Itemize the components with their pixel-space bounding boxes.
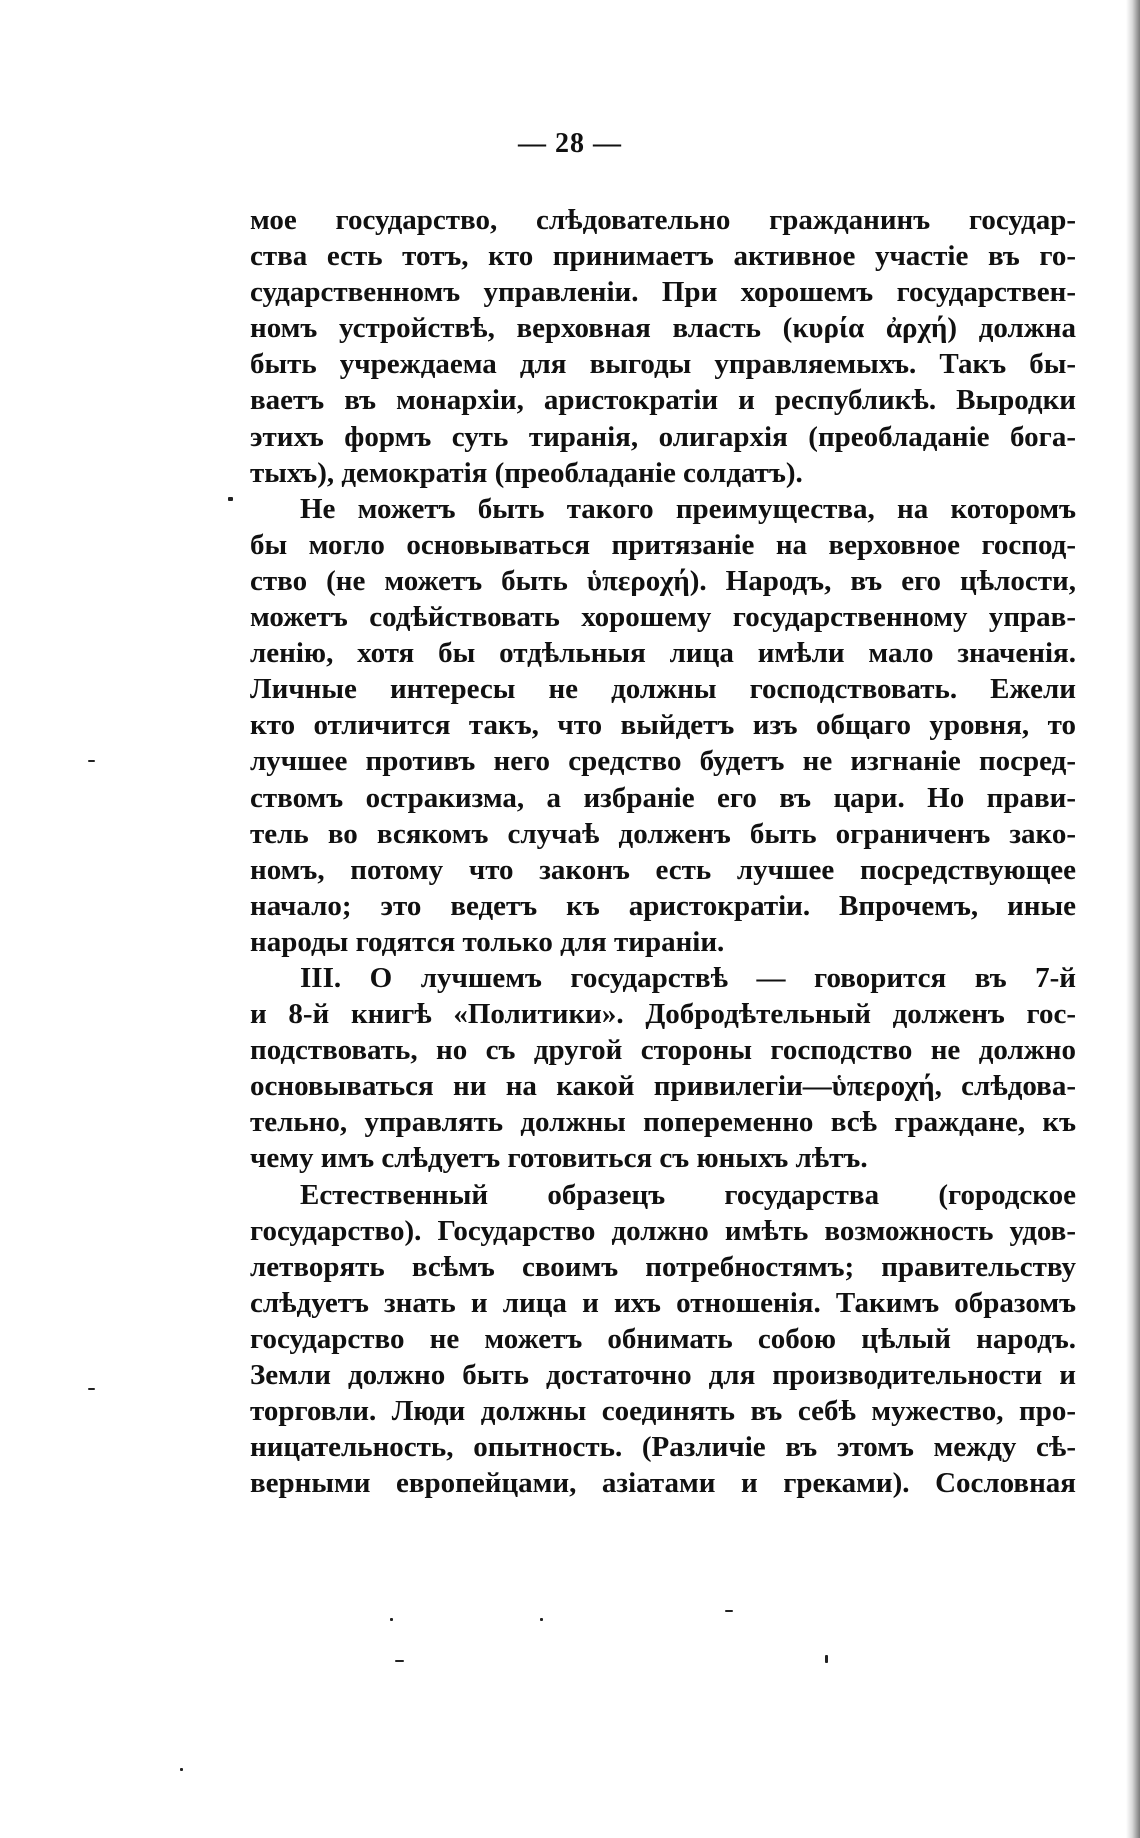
text-line: ства есть тотъ, кто принимаетъ активное участіе въ го- <box>250 240 1076 273</box>
text-line: ваетъ въ монархіи, аристократіи и республикѣ. Выродки <box>250 384 1076 417</box>
text-line: подствовать, но съ другой стороны господство не должно <box>250 1034 1076 1067</box>
text-line: тыхъ), демократія (преобладаніе солдатъ). <box>250 456 803 489</box>
scan-speck <box>88 1388 95 1390</box>
text-line: тель во всякомъ случаѣ долженъ быть ограниченъ зако- <box>250 817 1076 850</box>
text-line: Земли должно быть достаточно для производительности и <box>250 1359 1076 1391</box>
text-line: номъ, потому что законъ есть лучшее посредствующее <box>250 853 1076 886</box>
text-line: ство (не можетъ быть ὑπεροχή). Народъ, въ его цѣлости, <box>250 564 1076 597</box>
text-line: основываться ни на какой привилегіи—ὑπεροχή, слѣдова- <box>250 1070 1076 1103</box>
text-line: Личные интересы не должны господствовать. Ежели <box>250 673 1076 706</box>
scan-speck <box>88 760 95 762</box>
scan-speck <box>180 1768 183 1771</box>
text-line: сударственномъ управленіи. При хорошемъ государствен- <box>250 276 1076 309</box>
text-line: верными европейцами, азіатами и греками). Сословная <box>250 1467 1076 1500</box>
text-line: слѣдуетъ знать и лица и ихъ отношенія. Такимъ образомъ <box>250 1286 1076 1319</box>
scan-speck <box>228 497 233 501</box>
text-line: государство). Государство должно имѣть возможность удов- <box>250 1214 1076 1247</box>
text-line: кто отличится такъ, что выйдетъ изъ общаго уровня, то <box>250 709 1076 742</box>
scan-speck <box>395 1660 404 1662</box>
text-line: ствомъ остракизма, а избраніе его въ цари. Но прави- <box>250 781 1076 814</box>
text-line: можетъ содѣйствовать хорошему государственному управ- <box>250 601 1076 634</box>
page-number: — 28 — <box>518 128 622 159</box>
scan-speck <box>540 1618 543 1621</box>
text-line: и 8-й книгѣ «Политики». Добродѣтельный долженъ гос- <box>250 998 1076 1031</box>
page-edge-shadow <box>1126 0 1140 1838</box>
scan-speck <box>725 1610 733 1612</box>
text-line: тельно, управлять должны попеременно всѣ граждане, къ <box>250 1106 1076 1139</box>
body-text <box>250 202 1076 1501</box>
text-line: ницательность, опытность. (Различіе въ этомъ между сѣ- <box>250 1431 1076 1464</box>
text-line: бы могло основываться притязаніе на верховное господ- <box>250 528 1076 561</box>
text-line: чему имъ слѣдуетъ готовиться съ юныхъ лѣтъ. <box>250 1142 868 1175</box>
text-line: лучшее противъ него средство будетъ не изгнаніе посред- <box>250 745 1076 778</box>
text-line: мое государство, слѣдовательно гражданинъ государ- <box>250 204 1076 236</box>
text-line: начало; это ведетъ къ аристократіи. Впрочемъ, иные <box>250 889 1076 922</box>
scan-speck <box>825 1655 828 1663</box>
text-line: торговли. Люди должны соединять въ себѣ мужество, про- <box>250 1395 1076 1428</box>
text-line: номъ устройствѣ, верховная власть (κυρία ἀρχή) должна <box>250 312 1076 345</box>
scan-speck <box>390 1618 393 1621</box>
text-line: летворять всѣмъ своимъ потребностямъ; правительству <box>250 1250 1076 1283</box>
text-line: быть учреждаема для выгоды управляемыхъ. Такъ бы- <box>250 348 1076 381</box>
text-line: государство не можетъ обнимать собою цѣлый народъ. <box>250 1322 1076 1355</box>
text-line: Не можетъ быть такого преимущества, на которомъ <box>300 492 1076 525</box>
text-line: III. О лучшемъ государствѣ — говорится въ 7-й <box>300 961 1076 994</box>
text-line: ленію, хотя бы отдѣльныя лица имѣли мало значенія. <box>250 637 1076 670</box>
text-line: этихъ формъ суть тиранія, олигархія (преобладаніе бога- <box>250 420 1076 453</box>
text-line: народы годятся только для тираніи. <box>250 925 725 958</box>
text-line: Естественный образецъ государства (городское <box>300 1178 1076 1211</box>
